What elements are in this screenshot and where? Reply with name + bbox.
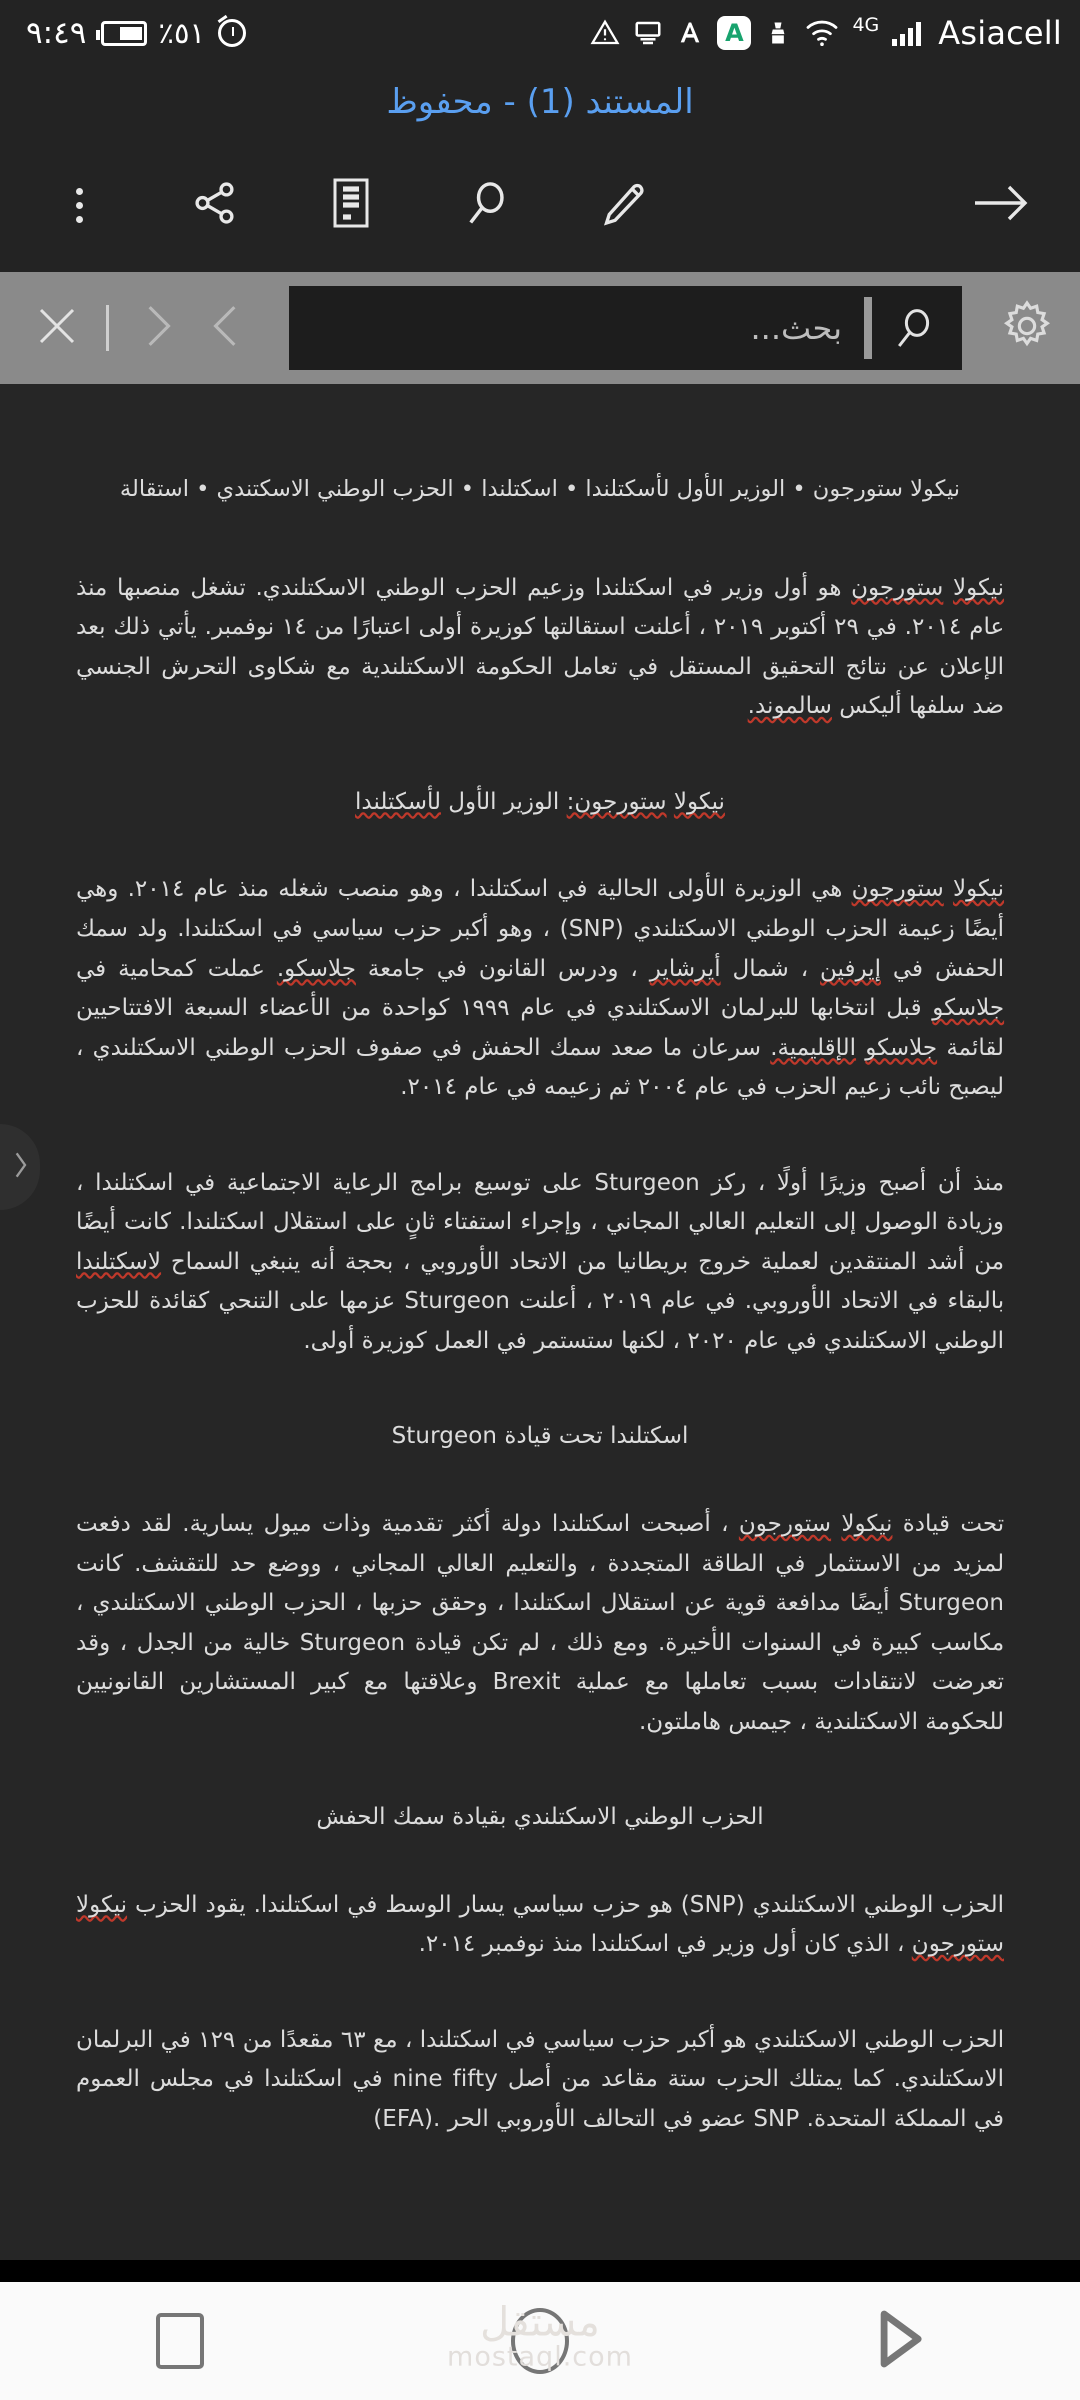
home-button[interactable] [480, 2291, 600, 2391]
nav-bar-separator [0, 2260, 1080, 2282]
page-title: المستند (1) - محفوظ [386, 82, 694, 122]
document-heading: اسكتلندا تحت قيادة Sturgeon [391, 1423, 689, 1450]
search-icon [461, 177, 513, 233]
document-paragraph: الحزب الوطني الاسكتلندي (SNP) هو حزب سياسي يسار الوسط في اسكتلندا. يقود الحزب نيكولا ستورجون ، الذي كان أول وزير في اسكتلندا منذ نوفمبر ٢٠١٤. [76, 1891, 1004, 1958]
watermark-latin: mostaql.com [447, 2341, 633, 2373]
alarm-icon [218, 19, 246, 47]
overflow-dots-icon [76, 188, 83, 223]
share-button[interactable] [182, 172, 248, 238]
search-settings-button[interactable] [996, 297, 1058, 359]
document-paragraph: الحزب الوطني الاسكتلندي هو أكبر حزب سياسي في اسكتلندا ، مع ٦٣ مقعدًا من ١٢٩ في البرلمان الاسكتلندي. كما يمتلك الحزب ستة مقاعد من أصل fifty nine في اسكتلندا في مجلس العموم في المملكة المتحدة. SNP عضو في التحالف الأوروبي الحر (EFA). [76, 2026, 1005, 2132]
document-paragraph: تحت قيادة نيكولا ستورجون ، أصبحت اسكتلندا دولة أكثر تقدمية وذات ميول يسارية. لقد دفعت لمزيد من الاستثمار في الطاقة المتجددة ، والتعليم العالي المجاني ، ووضع حد للتقشف. كانت Sturgeon أيضًا مدافعة قوية عن استقلال اسكتلندا ، وحقق حزبها ، الحزب الوطني الاسكتلندي ، مكاسب كبيرة في السنوات الأخيرة. ومع ذلك ، لم تكن قيادة Sturgeon خالية من الجدل ، وقد تعرضت لانتقادات بسبب تعاملها مع عملية Brexit وعلاقتها مع كبير المستشارين القانونيين للحكومة الاسكتلندية ، جيمس هاملتون. [76, 1510, 1005, 1735]
toolbar-actions [46, 172, 968, 238]
pencil-icon [598, 178, 648, 232]
document-outline-icon [328, 177, 374, 233]
circle-icon [511, 2308, 569, 2374]
battery-icon [101, 21, 147, 46]
chevron-left-icon [206, 303, 246, 353]
document-viewport[interactable] [0, 384, 1080, 2260]
status-bar [0, 0, 1080, 66]
share-icon [190, 178, 240, 232]
status-bar-right [590, 14, 1062, 52]
document-body [76, 569, 1004, 2140]
status-bar-left [26, 15, 246, 51]
app-badge-icon: A [717, 16, 751, 50]
find-bar [0, 272, 1080, 384]
carrier-name: Asiacell [938, 14, 1062, 52]
gear-icon [1000, 299, 1054, 357]
warning-icon [590, 18, 620, 48]
triangle-icon [875, 2309, 925, 2373]
status-clock: ٩:٤٩ [26, 15, 87, 51]
font-icon [676, 19, 704, 47]
document-paragraph: نيكولا ستورجون هي الوزيرة الأولى الحالية في اسكتلندا ، وهو منصب شغله منذ عام ٢٠١٤. وهي أيضًا زعيمة الحزب الوطني الاسكتلندي (SNP) ، وهو أكبر حزب سياسي في اسكتلندا. ولد سمك الحفش في إيرفين ، شمال أيرشاير ، ودرس القانون في جامعة جلاسكو. عملت كمحامية في جلاسكو قبل انتخابها للبرلمان الاسكتلندي في عام ١٩٩٩ كواحدة من الأعضاء السبعة الافتتاحيين لقائمة جلاسكو الإقليمية. سرعان ما صعد سمك الحفش في صفوف الحزب الوطني الاسكتلندي ، ليصبح نائب زعيم الحزب في عام ٢٠٠٤ ثم زعيمه في عام ٢٠١٤. [76, 876, 1005, 1101]
search-input[interactable] [289, 286, 962, 370]
battery-percent: ٪٥١ [158, 16, 206, 50]
document-heading: الحزب الوطني الاسكتلندي بقيادة سمك الحفش [316, 1804, 764, 1831]
title-bar [0, 66, 1080, 138]
find-bar-divider [106, 305, 109, 351]
overflow-menu-button[interactable] [46, 172, 112, 238]
document-paragraph: منذ أن أصبح وزيرًا أولًا ، ركز Sturgeon على توسيع برامج الرعاية الاجتماعية في اسكتلندا ، وزيادة الوصول إلى التعليم العالي المجاني ، وإجراء استفتاء ثانٍ على استقلال اسكتلندا. كانت أيضًا من أشد المنتقدين لعملية خروج بريطانيا من الاتحاد الأوروبي ، بحجة أنه ينبغي السماح لاسكتلندا بالبقاء في الاتحاد الأوروبي. في عام ٢٠١٩ ، أعلنت Sturgeon عزمها على التنحي كقائدة للحزب الوطني الاسكتلندي في عام ٢٠٢٠ ، لكنها ستستمر في العمل كوزيرة أولى. [76, 1169, 1005, 1354]
search-field-icon [890, 304, 938, 352]
edit-button[interactable] [590, 172, 656, 238]
find-next-button[interactable] [127, 297, 189, 359]
chevron-right-icon [138, 303, 178, 353]
document-paragraph: نيكولا ستورجون هو أول وزير في اسكتلندا وزعيم الحزب الوطني الاسكتلندي. تشغل منصبها منذ عام ٢٠١٤. في ٢٩ أكتوبر ٢٠١٩ ، أعلنت استقالتها كوزيرة أولى اعتبارًا من ١٤ نوفمبر. يأتي ذلك بعد الإعلان عن نتائج التحقيق المستقل في تعامل الحكومة الاسكتلندية مع شكاوى التحرش الجنسي ضد سلفها أليكس سالموند. [76, 574, 1005, 720]
search-button[interactable] [454, 172, 520, 238]
outline-button[interactable] [318, 172, 384, 238]
arrow-right-icon [971, 181, 1031, 229]
cleaner-icon [764, 18, 792, 48]
chevron-right-small-icon [10, 1150, 30, 1184]
app-toolbar [0, 138, 1080, 272]
android-nav-bar [0, 2282, 1080, 2400]
signal-bars-icon [892, 20, 921, 46]
search-placeholder-text: بحث... [750, 309, 842, 347]
network-type-label: 4G [852, 14, 880, 36]
watermark-arabic: مستقل [480, 2299, 600, 2346]
document-heading: نيكولا ستورجون: الوزير الأول لأسكتلندا [355, 788, 725, 815]
document-breadcrumb: نيكولا ستورجون • الوزير الأول لأسكتلندا • اسكتلندا • الحزب الوطني الاسكتندي • استقالة [119, 476, 961, 502]
document-page [0, 384, 1080, 2236]
square-icon [156, 2313, 204, 2369]
close-icon [33, 302, 81, 354]
back-button[interactable] [840, 2291, 960, 2391]
close-search-button[interactable] [26, 297, 88, 359]
wifi-icon [805, 19, 839, 47]
find-prev-button[interactable] [195, 297, 257, 359]
cast-icon [633, 18, 663, 48]
text-cursor [864, 297, 872, 359]
forward-button[interactable] [968, 172, 1034, 238]
recents-button[interactable] [120, 2291, 240, 2391]
